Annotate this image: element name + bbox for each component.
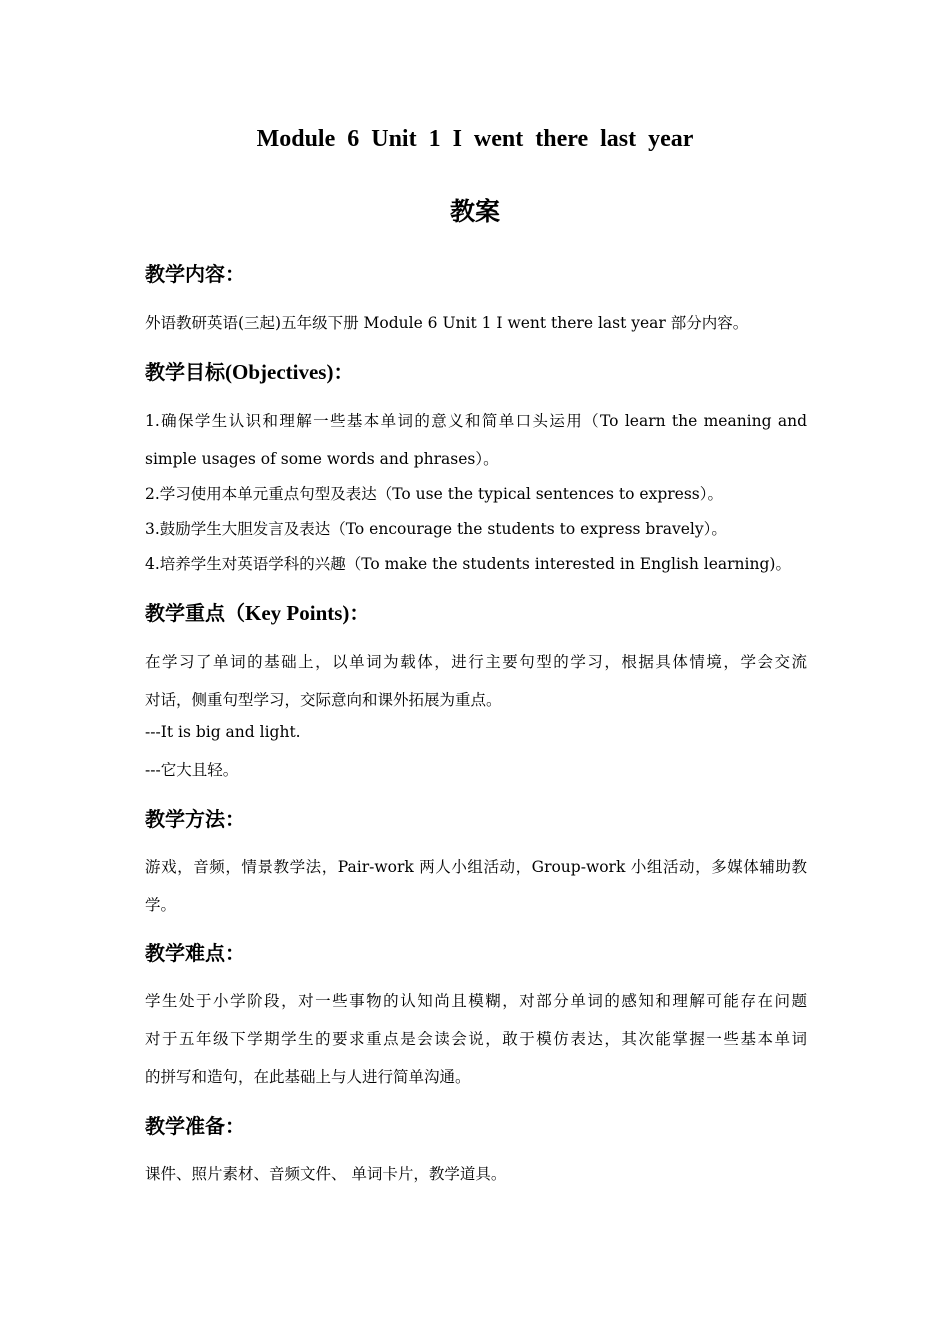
section-heading-content: 教学内容： <box>145 262 245 286</box>
objectives-heading-en: (Objectives) <box>225 360 334 384</box>
objectives-heading-cn: 教学目标 <box>145 360 225 384</box>
methods-line-1: 游戏，音频，情景教学法，Pair-work 两人小组活动，Group-work 小组活动，多媒体辅助教 <box>145 858 807 876</box>
key-points-line-2: 对话，侧重句型学习，交际意向和课外拓展为重点。 <box>145 691 502 709</box>
objectives-heading-colon: ： <box>333 360 354 384</box>
document-subtitle: 教案 <box>449 197 500 226</box>
document-title: Module 6 Unit 1 I went there last year <box>256 126 694 152</box>
difficulties-line-2: 对于五年级下学期学生的要求重点是会读会说，敢于模仿表达，其次能掌握一些基本单词 <box>145 1030 807 1048</box>
section-heading-objectives <box>145 356 353 385</box>
difficulties-line-1: 学生处于小学阶段，对一些事物的认知尚且模糊，对部分单词的感知和理解可能存在问题 <box>145 992 807 1010</box>
objectives-line-5: 4.培养学生对英语学科的兴趣（To make the students interested in English learning)。 <box>145 555 791 573</box>
key-points-line-3: ---It is big and light. <box>145 723 301 741</box>
section-heading-methods: 教学方法： <box>145 807 245 831</box>
key-points-heading-colon: ： <box>349 601 370 625</box>
objectives-line-1: 1.确保学生认识和理解一些基本单词的意义和简单口头运用（To learn the meaning and <box>145 412 807 430</box>
key-points-heading-en: Key Points) <box>245 601 350 625</box>
objectives-line-3: 2.学习使用本单元重点句型及表达（To use the typical sentences to express）。 <box>145 485 723 503</box>
objectives-line-2: simple usages of some words and phrases）。 <box>145 450 499 468</box>
objectives-line-4: 3.鼓励学生大胆发言及表达（To encourage the students to express bravely）。 <box>145 520 727 538</box>
section-heading-key-points <box>145 597 369 626</box>
methods-line-2: 学。 <box>145 896 177 914</box>
section-heading-difficulties: 教学难点： <box>145 941 245 965</box>
key-points-line-1: 在学习了单词的基础上，以单词为载体，进行主要句型的学习，根据具体情境，学会交流 <box>145 653 807 671</box>
key-points-heading-cn: 教学重点（ <box>145 601 245 625</box>
content-line-1: 外语教研英语(三起)五年级下册 Module 6 Unit 1 I went there last year 部分内容。 <box>145 314 749 332</box>
section-heading-preparation: 教学准备： <box>145 1114 245 1138</box>
difficulties-line-3: 的拼写和造句，在此基础上与人进行简单沟通。 <box>145 1068 471 1086</box>
preparation-line-1: 课件、照片素材、音频文件、 单词卡片，教学道具。 <box>145 1165 507 1183</box>
key-points-line-4: ---它大且轻。 <box>145 761 239 779</box>
